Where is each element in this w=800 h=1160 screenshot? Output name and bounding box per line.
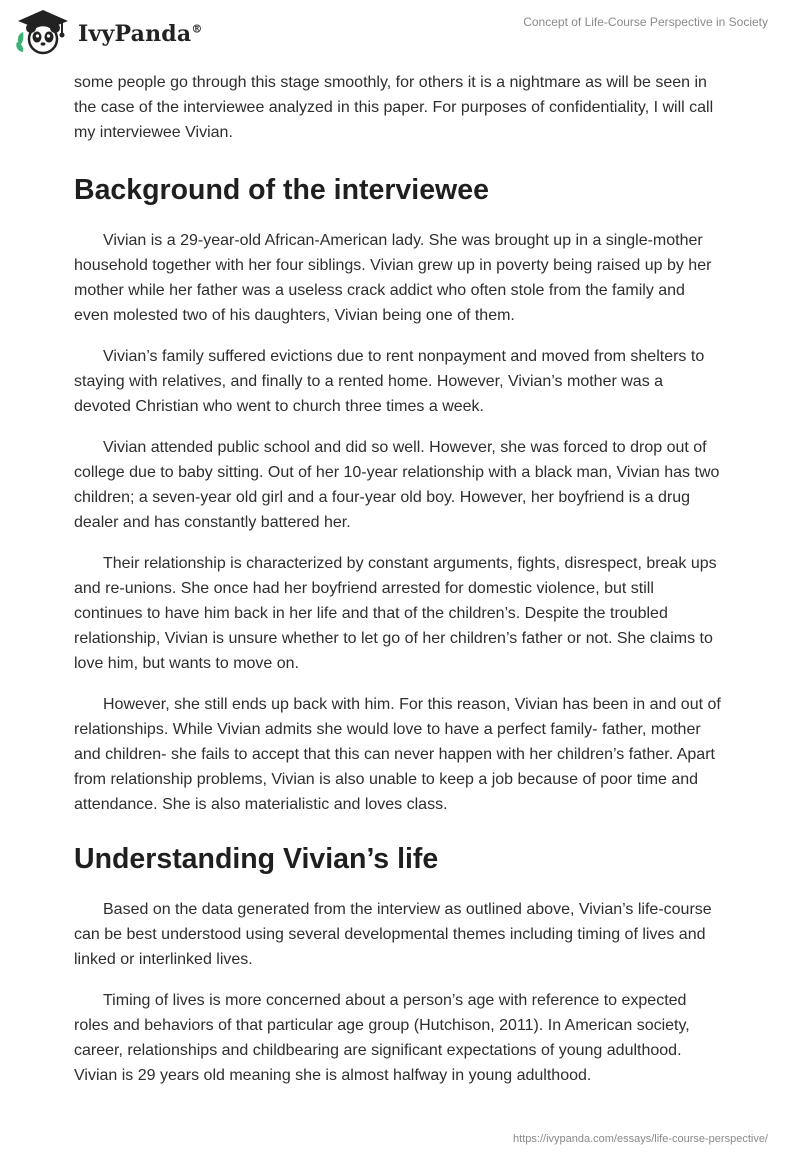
page-header: [0, 0, 800, 70]
ivypanda-logo[interactable]: [14, 8, 203, 56]
section-heading-background: Background of the interviewee: [74, 174, 489, 206]
paragraph: Vivian’s family suffered evictions due to rent nonpayment and moved from shelters to staying with relatives, and finally to a rented home. However, Vivian’s mother was a devoted Christian who went to church three times a week.: [74, 348, 705, 415]
intro-paragraph: some people go through this stage smoothly, for others it is a nightmare as will be seen in the case of the interviewee analyzed in this paper. For purposes of confidentiality, I will call my interviewee Vivian.: [74, 74, 714, 141]
paragraph: Their relationship is characterized by constant arguments, fights, disrespect, break ups and re-unions. She once had her boyfriend arrested for domestic violence, but still continues to have him back in her life and that of the children’s. Despite the troubled relationship, Vivian is unsure whether to let go of her children’s father or not. She claims to love him, but wants to move on.: [74, 555, 717, 672]
paragraph: Based on the data generated from the interview as outlined above, Vivian’s life-course can be best understood using several developmental themes including timing of lives and linked or interlinked lives.: [74, 901, 712, 968]
document-title: Concept of Life-Course Perspective in Society: [523, 15, 768, 29]
registered-mark: ®: [191, 22, 203, 36]
essay-body: [74, 70, 724, 1088]
paragraph: However, she still ends up back with him. For this reason, Vivian has been in and out of relationships. While Vivian admits she would love to have a perfect family- father, mother and children- she fails to accept that this can never happen with her children’s father. Apart from relationship problems, Vivian is also unable to keep a job because of poor time and attendance. She is also materialistic and loves class.: [74, 696, 721, 813]
paragraph: Vivian attended public school and did so well. However, she was forced to drop out of college due to baby sitting. Out of her 10-year relationship with a black man, Vivian has two children; a seven-year old girl and a four-year old boy. However, her boyfriend is a drug dealer and has constantly battered her.: [74, 439, 720, 531]
brand-name: IvyPanda®: [78, 21, 203, 47]
panda-graduate-icon: [14, 8, 72, 56]
paragraph: Timing of lives is more concerned about a person’s age with reference to expected roles and behaviors of that particular age group (Hutchison, 2011). In American society, career, relationships and childbearing are significant expectations of young adulthood. Vivian is 29 years old meaning she is almost halfway in young adulthood.: [74, 992, 690, 1084]
source-url[interactable]: https://ivypanda.com/essays/life-course-perspective/: [513, 1133, 768, 1145]
paragraph: Vivian is a 29-year-old African-American lady. She was brought up in a single-mother household together with her four siblings. Vivian grew up in poverty being raised up by her mother while her father was a useless crack addict who often stole from the family and even molested two of his daughters, Vivian being one of them.: [74, 232, 712, 324]
section-heading-understanding: Understanding Vivian’s life: [74, 843, 439, 875]
